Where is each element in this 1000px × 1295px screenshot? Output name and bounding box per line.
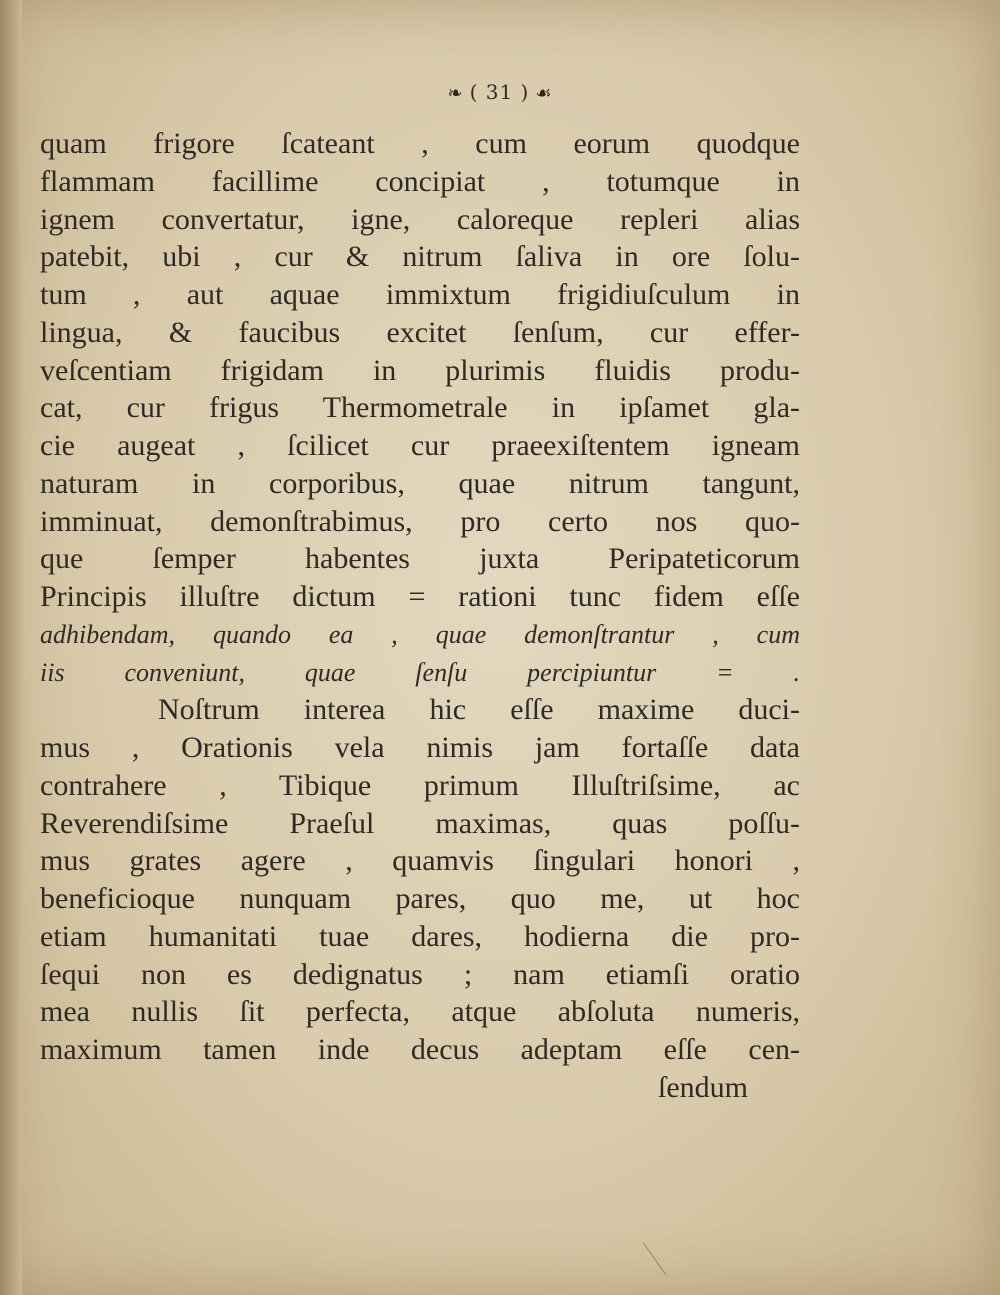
text-line: mea nullis ſit perfecta, atque abſoluta numeris, (40, 995, 800, 1029)
text-line: veſcentiam frigidam in plurimis fluidis produ- (40, 353, 800, 387)
text-line: maximum tamen inde decus adeptam eſſe cen- (40, 1033, 800, 1066)
ornament-left-icon: ❧ (447, 83, 464, 104)
page-number: ( 31 ) (469, 80, 530, 104)
text-line: contrahere , Tibique primum Illuſtriſsime, ac (40, 768, 800, 802)
text-line-italic: iis conveniunt, quae ſenſu percipiuntur = . (40, 657, 800, 687)
text-line: Principis illuſtre dictum = rationi tunc fidem eſſe (40, 580, 800, 613)
text-line: beneficioque nunquam pares, quo me, ut hoc (40, 882, 800, 915)
text-line: ſequi non es dedignatus ; nam etiamſi oratio (40, 957, 800, 991)
text-line: tum , aut aquae immixtum frigidiuſculum in (40, 278, 800, 311)
paragraph-start-line: Noſtrum interea hic eſſe maxime duci- (158, 693, 800, 727)
text-line: quam frigore ſcateant , cum eorum quodque (40, 127, 800, 160)
paper-crease (643, 1228, 686, 1275)
text-line: imminuat, demonſtrabimus, pro certo nos quo- (40, 504, 800, 538)
text-line: que ſemper habentes juxta Peripateticorum (40, 542, 800, 576)
text-line-italic: adhibendam, quando ea , quae demonſtrantur , cum (40, 619, 800, 649)
text-line: ignem convertatur, igne, caloreque repleri alias (40, 202, 800, 236)
catchword: ſendum (658, 1070, 748, 1104)
page-gutter (0, 0, 22, 1295)
text-line: naturam in corporibus, quae nitrum tangunt, (40, 466, 800, 500)
text-line: flammam facillime concipiat , totumque in (40, 164, 800, 198)
text-line: patebit, ubi , cur & nitrum ſaliva in ore ſolu- (40, 240, 800, 274)
text-line: mus grates agere , quamvis ſingulari honori , (40, 844, 800, 878)
body-text (40, 125, 800, 1107)
text-line: mus , Orationis vela nimis jam fortaſſe data (40, 731, 800, 764)
text-line: etiam humanitati tuae dares, hodierna die pro- (40, 919, 800, 953)
text-line: cat, cur frigus Thermometrale in ipſamet gla- (40, 391, 800, 425)
page-header (0, 80, 1000, 104)
text-line: lingua, & faucibus excitet ſenſum, cur effer- (40, 315, 800, 349)
text-line: cie augeat , ſcilicet cur praeexiſtentem igneam (40, 429, 800, 462)
ornament-right-icon: ☙ (535, 83, 553, 104)
text-line: Reverendiſsime Praeſul maximas, quas poſſu- (40, 806, 800, 840)
